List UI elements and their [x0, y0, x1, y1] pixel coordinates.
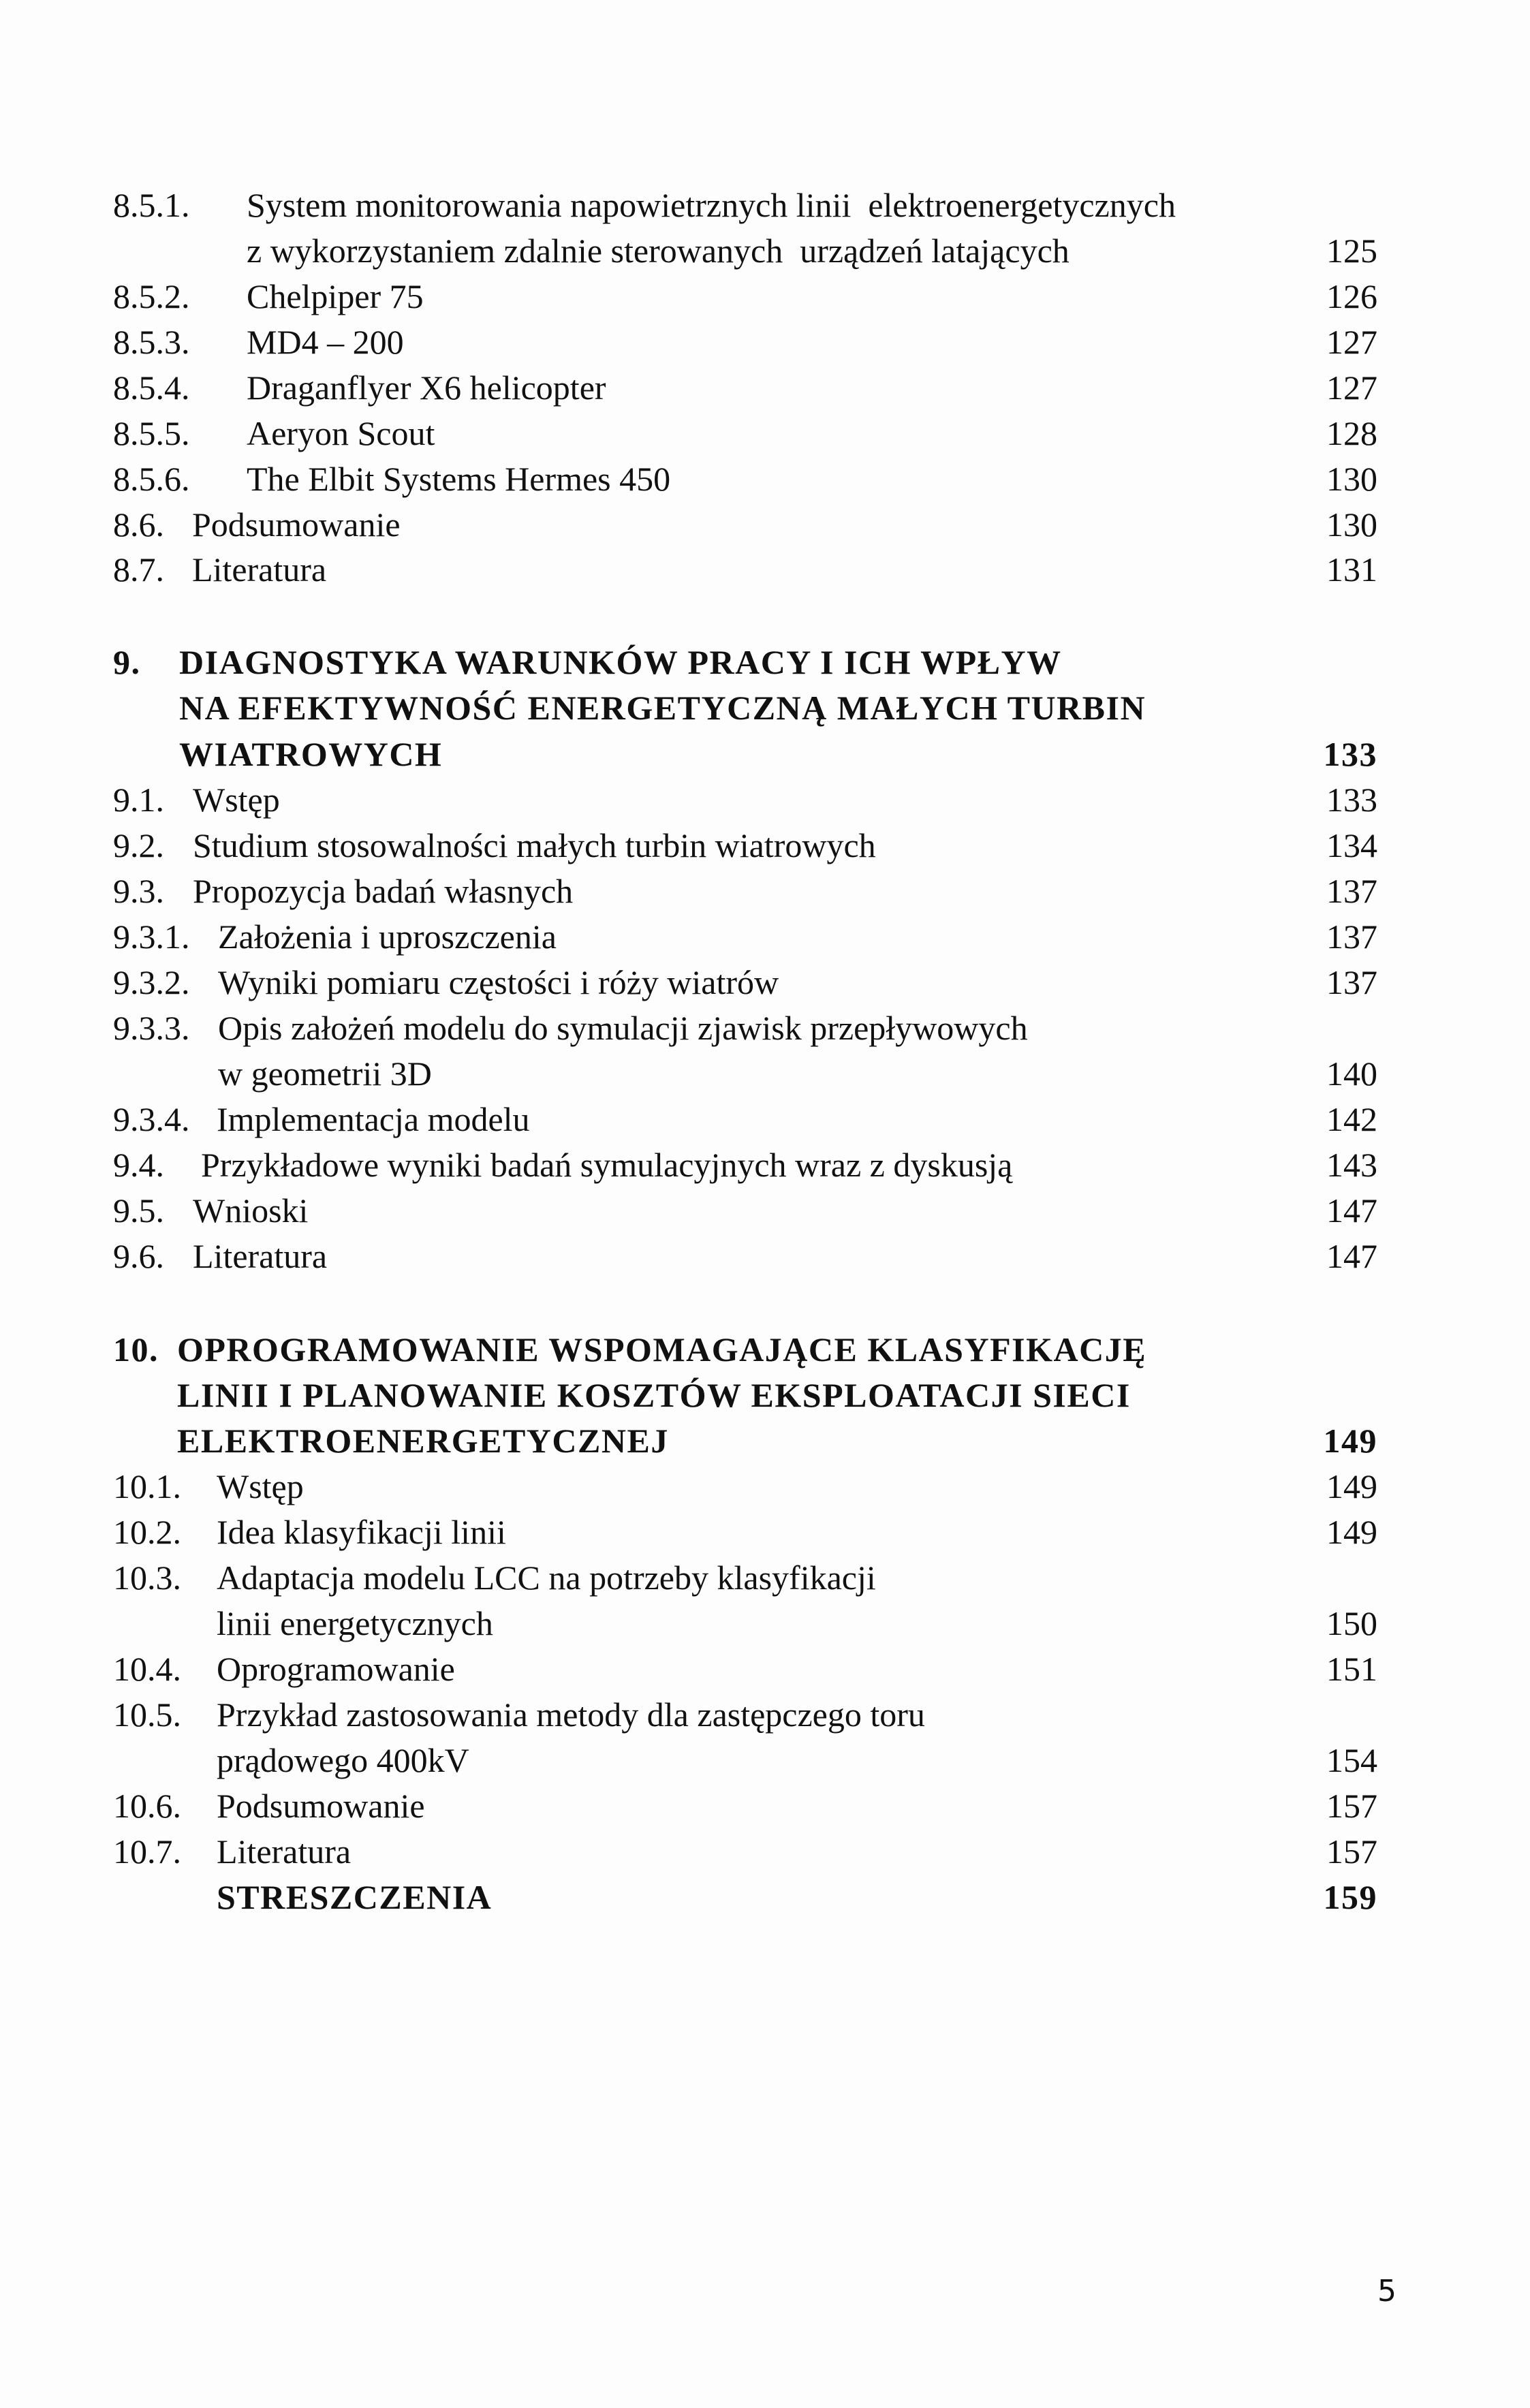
entry-title: System monitorowania napowietrznych linii elektroenergetycznych	[247, 186, 1176, 224]
entry-number: 10.4.	[113, 1650, 181, 1688]
chapter-number: 10.	[113, 1330, 159, 1369]
entry-title: Studium stosowalności małych turbin wiatrowych	[193, 826, 876, 864]
toc-entry	[0, 502, 1530, 548]
entry-number: 9.3.3.	[113, 1009, 190, 1047]
chapter-heading	[0, 685, 1530, 731]
entry-title: Przykładowe wyniki badań symulacyjnych wraz z dyskusją	[201, 1146, 1013, 1184]
toc-entry	[0, 1783, 1530, 1829]
toc-entry	[0, 1051, 1530, 1097]
chapter-title: DIAGNOSTYKA WARUNKÓW PRACY I ICH WPŁYW	[179, 643, 1062, 681]
toc-entry	[0, 823, 1530, 869]
toc-entry	[0, 1097, 1530, 1142]
entry-title: Literatura	[217, 1832, 352, 1871]
entry-title: linii energetycznych	[217, 1604, 493, 1642]
entry-title: Draganflyer X6 helicopter	[247, 369, 606, 407]
entry-page: 140	[1326, 1054, 1377, 1093]
entry-number: 10.5.	[113, 1695, 181, 1734]
entry-number: 10.6.	[113, 1787, 181, 1825]
toc-entry	[0, 1188, 1530, 1234]
toc-entry	[0, 1829, 1530, 1875]
entry-title: z wykorzystaniem zdalnie sterowanych urządzeń latających	[247, 232, 1070, 270]
entry-number: 10.7.	[113, 1832, 181, 1871]
toc-entry	[0, 1646, 1530, 1692]
entry-title: Wyniki pomiaru częstości i róży wiatrów	[218, 963, 779, 1001]
entry-page: 130	[1326, 505, 1377, 544]
entry-page: 131	[1326, 550, 1377, 589]
entry-page: 149	[1326, 1467, 1377, 1505]
entry-number: 10.1.	[113, 1467, 181, 1505]
toc-entry	[0, 960, 1530, 1005]
entry-number: 8.6.	[113, 505, 164, 544]
entry-number: 10.3.	[113, 1559, 181, 1597]
chapter-title: ELEKTROENERGETYCZNEJ	[177, 1422, 669, 1460]
chapter-title: LINII I PLANOWANIE KOSZTÓW EKSPLOATACJI SIECI	[177, 1376, 1131, 1414]
chapter-heading	[0, 1327, 1530, 1373]
chapter-title: NA EFEKTYWNOŚĆ ENERGETYCZNĄ MAŁYCH TURBIN	[179, 689, 1146, 727]
toc-entry	[0, 1464, 1530, 1510]
entry-number: 9.4.	[113, 1146, 164, 1184]
entry-title: STRESZCZENIA	[217, 1878, 493, 1916]
toc-entry	[0, 1005, 1530, 1051]
entry-title: Adaptacja modelu LCC na potrzeby klasyfikacji	[217, 1559, 876, 1597]
entry-page: 150	[1326, 1604, 1377, 1642]
entry-page: 147	[1326, 1237, 1377, 1275]
toc-entry	[0, 869, 1530, 914]
entry-title: The Elbit Systems Hermes 450	[247, 460, 671, 498]
entry-title: Chelpiper 75	[247, 277, 424, 315]
toc-entry	[0, 1142, 1530, 1188]
entry-title: Literatura	[192, 550, 327, 589]
entry-page: 127	[1326, 323, 1377, 361]
entry-number: 9.3.4.	[113, 1100, 190, 1138]
entry-number: 8.5.2.	[113, 277, 190, 315]
toc-entry	[0, 365, 1530, 411]
entry-page: 143	[1326, 1146, 1377, 1184]
entry-number: 9.3.1.	[113, 918, 190, 956]
entry-number: 9.5.	[113, 1191, 164, 1230]
toc-entry	[0, 1738, 1530, 1783]
entry-title: Idea klasyfikacji linii	[217, 1513, 506, 1551]
entry-number: 9.2.	[113, 826, 164, 864]
entry-number: 8.7.	[113, 550, 164, 589]
entry-page: 157	[1326, 1832, 1377, 1871]
entry-number: 10.2.	[113, 1513, 181, 1551]
chapter-page: 133	[1323, 735, 1377, 773]
chapter-heading	[0, 640, 1530, 685]
entry-page: 149	[1326, 1513, 1377, 1551]
toc-entry	[0, 228, 1530, 274]
entry-number: 8.5.1.	[113, 186, 190, 224]
chapter-number: 9.	[113, 643, 141, 681]
entry-page: 159	[1323, 1878, 1377, 1916]
entry-title: Aeryon Scout	[247, 414, 435, 452]
entry-title: Opis założeń modelu do symulacji zjawisk przepływowych	[218, 1009, 1028, 1047]
toc-entry	[0, 1510, 1530, 1555]
toc-entry	[0, 274, 1530, 319]
entry-page: 157	[1326, 1787, 1377, 1825]
entry-page: 130	[1326, 460, 1377, 498]
entry-page: 125	[1326, 232, 1377, 270]
entry-title: prądowego 400kV	[217, 1741, 469, 1779]
entry-title: w geometrii 3D	[218, 1054, 432, 1093]
toc-entry	[0, 1555, 1530, 1601]
entry-title: MD4 – 200	[247, 323, 404, 361]
entry-number: 8.5.6.	[113, 460, 190, 498]
entry-page: 127	[1326, 369, 1377, 407]
entry-title: Implementacja modelu	[217, 1100, 530, 1138]
entry-title: Podsumowanie	[192, 505, 401, 544]
toc-entry	[0, 411, 1530, 456]
entry-number: 8.5.4.	[113, 369, 190, 407]
entry-number: 8.5.5.	[113, 414, 190, 452]
entry-page: 142	[1326, 1100, 1377, 1138]
entry-title: Założenia i uproszczenia	[218, 918, 557, 956]
entry-title: Podsumowanie	[217, 1787, 425, 1825]
entry-page: 134	[1326, 826, 1377, 864]
entry-page: 147	[1326, 1191, 1377, 1230]
entry-number: 9.1.	[113, 781, 164, 819]
chapter-title: OPROGRAMOWANIE WSPOMAGAJĄCE KLASYFIKACJĘ	[177, 1330, 1147, 1369]
entry-page: 154	[1326, 1741, 1377, 1779]
entry-title: Literatura	[193, 1237, 328, 1275]
toc-entry	[0, 456, 1530, 502]
entry-title: Wstęp	[217, 1467, 304, 1505]
toc-entry	[0, 183, 1530, 228]
entry-number: 9.3.2.	[113, 963, 190, 1001]
toc-entry	[0, 1234, 1530, 1279]
toc-entry	[0, 777, 1530, 823]
entry-title: Wstęp	[193, 781, 280, 819]
toc-entry	[0, 319, 1530, 365]
entry-title: Oprogramowanie	[217, 1650, 455, 1688]
entry-page: 137	[1326, 963, 1377, 1001]
toc-entry	[0, 1601, 1530, 1646]
entry-page: 137	[1326, 872, 1377, 910]
toc-entry	[0, 1692, 1530, 1738]
toc-entry	[0, 547, 1530, 593]
entry-number: 9.6.	[113, 1237, 164, 1275]
entry-page: 137	[1326, 918, 1377, 956]
entry-page: 133	[1326, 781, 1377, 819]
entry-title: Wnioski	[193, 1191, 309, 1230]
chapter-page: 149	[1323, 1422, 1377, 1460]
entry-page: 128	[1326, 414, 1377, 452]
entry-number: 8.5.3.	[113, 323, 190, 361]
toc-entry	[0, 914, 1530, 960]
page-number: 5	[1377, 2274, 1396, 2309]
toc-entry-summaries	[0, 1875, 1530, 1920]
entry-page: 126	[1326, 277, 1377, 315]
chapter-heading	[0, 1418, 1530, 1464]
entry-number: 9.3.	[113, 872, 164, 910]
chapter-title: WIATROWYCH	[179, 735, 443, 773]
chapter-heading	[0, 1373, 1530, 1418]
entry-title: Przykład zastosowania metody dla zastępczego toru	[217, 1695, 925, 1734]
entry-page: 151	[1326, 1650, 1377, 1688]
entry-title: Propozycja badań własnych	[193, 872, 574, 910]
chapter-heading	[0, 732, 1530, 777]
